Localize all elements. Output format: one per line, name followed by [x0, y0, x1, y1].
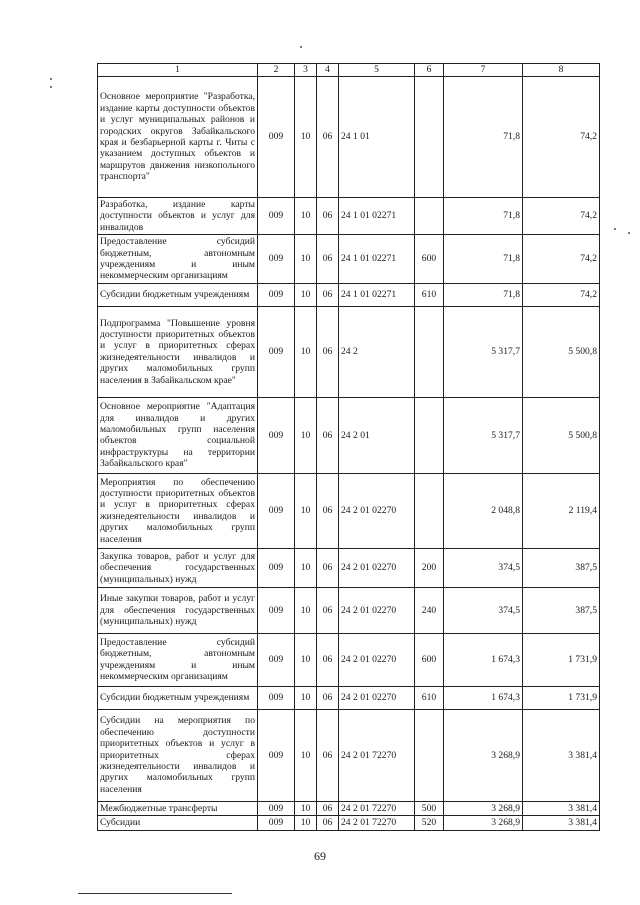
amount-year1-cell: 2 048,8	[444, 473, 523, 548]
ministry-code-cell: 009	[258, 397, 295, 473]
expense-type-cell: 240	[415, 587, 444, 633]
table-row	[98, 587, 600, 633]
expense-type-cell: 520	[415, 816, 444, 830]
table-row	[98, 709, 600, 801]
subsection-code-cell: 06	[317, 473, 339, 548]
table-row	[98, 473, 600, 548]
ministry-code-cell: 009	[258, 198, 295, 235]
column-header: 7	[444, 64, 523, 77]
expense-type-cell	[415, 77, 444, 198]
target-code-cell: 24 2 01 02270	[339, 587, 415, 633]
ministry-code-cell: 009	[258, 801, 295, 815]
amount-year1-cell: 71,8	[444, 283, 523, 306]
row-name-cell: Подпрограмма "Повышение уровня доступности приоритетных объектов и услуг в приоритетных сферах жизнедеятельности инвалидов и других маломобильных групп населения в Забайкальском крае"	[98, 306, 258, 397]
row-name-cell: Субсидии	[98, 816, 258, 830]
row-name-cell: Предоставление субсидий бюджетным, автономным учреждениям и иным некоммерческим организациям	[98, 633, 258, 686]
amount-year2-cell: 5 500,8	[523, 306, 600, 397]
target-code-cell: 24 1 01	[339, 77, 415, 198]
scan-speck	[628, 232, 630, 234]
table-row	[98, 633, 600, 686]
section-code-cell: 10	[295, 548, 317, 587]
ministry-code-cell: 009	[258, 306, 295, 397]
row-name-cell: Иные закупки товаров, работ и услуг для обеспечения государственных (муниципальных) нужд	[98, 587, 258, 633]
amount-year2-cell: 3 381,4	[523, 801, 600, 815]
amount-year1-cell: 374,5	[444, 548, 523, 587]
amount-year2-cell: 74,2	[523, 77, 600, 198]
amount-year1-cell: 71,8	[444, 77, 523, 198]
row-name-cell: Субсидии на мероприятия по обеспечению доступности приоритетных объектов и услуг в приоритетных сферах жизнедеятельности инвалидов и других маломобильных групп населения	[98, 709, 258, 801]
table-header-row	[98, 64, 600, 77]
table-row	[98, 397, 600, 473]
row-name-cell: Мероприятия по обеспечению доступности приоритетных объектов и услуг в приоритетных сферах жизнедеятельности инвалидов и других маломобильных групп населения	[98, 473, 258, 548]
target-code-cell: 24 2 01 02270	[339, 548, 415, 587]
expense-type-cell: 600	[415, 633, 444, 686]
scan-speck	[50, 86, 52, 88]
expense-type-cell: 610	[415, 283, 444, 306]
ministry-code-cell: 009	[258, 473, 295, 548]
budget-table	[97, 63, 600, 831]
expense-type-cell	[415, 397, 444, 473]
amount-year2-cell: 3 381,4	[523, 709, 600, 801]
subsection-code-cell: 06	[317, 306, 339, 397]
amount-year2-cell: 387,5	[523, 548, 600, 587]
expense-type-cell: 610	[415, 686, 444, 709]
amount-year1-cell: 5 317,7	[444, 397, 523, 473]
section-code-cell: 10	[295, 709, 317, 801]
row-name-cell: Закупка товаров, работ и услуг для обеспечения государственных (муниципальных) нужд	[98, 548, 258, 587]
expense-type-cell: 600	[415, 235, 444, 284]
section-code-cell: 10	[295, 235, 317, 284]
amount-year1-cell: 71,8	[444, 235, 523, 284]
footer-rule	[78, 893, 232, 894]
table-row	[98, 801, 600, 815]
target-code-cell: 24 1 01 02271	[339, 283, 415, 306]
table-row	[98, 816, 600, 830]
subsection-code-cell: 06	[317, 709, 339, 801]
column-header: 5	[339, 64, 415, 77]
subsection-code-cell: 06	[317, 587, 339, 633]
target-code-cell: 24 1 01 02271	[339, 235, 415, 284]
subsection-code-cell: 06	[317, 816, 339, 830]
table-row	[98, 548, 600, 587]
target-code-cell: 24 2 01 72270	[339, 816, 415, 830]
expense-type-cell	[415, 473, 444, 548]
ministry-code-cell: 009	[258, 633, 295, 686]
section-code-cell: 10	[295, 473, 317, 548]
target-code-cell: 24 2 01 72270	[339, 709, 415, 801]
table-row	[98, 686, 600, 709]
target-code-cell: 24 2 01 02270	[339, 473, 415, 548]
amount-year2-cell: 1 731,9	[523, 633, 600, 686]
target-code-cell: 24 2 01 02270	[339, 686, 415, 709]
ministry-code-cell: 009	[258, 77, 295, 198]
column-header: 8	[523, 64, 600, 77]
target-code-cell: 24 2 01 02270	[339, 633, 415, 686]
subsection-code-cell: 06	[317, 633, 339, 686]
amount-year2-cell: 387,5	[523, 587, 600, 633]
section-code-cell: 10	[295, 816, 317, 830]
ministry-code-cell: 009	[258, 235, 295, 284]
amount-year1-cell: 1 674,3	[444, 686, 523, 709]
table-row	[98, 306, 600, 397]
scan-speck	[614, 228, 616, 230]
table-row	[98, 198, 600, 235]
amount-year1-cell: 3 268,9	[444, 801, 523, 815]
section-code-cell: 10	[295, 283, 317, 306]
ministry-code-cell: 009	[258, 686, 295, 709]
column-header: 3	[295, 64, 317, 77]
expense-type-cell	[415, 198, 444, 235]
section-code-cell: 10	[295, 801, 317, 815]
ministry-code-cell: 009	[258, 548, 295, 587]
row-name-cell: Основное мероприятие "Адаптация для инвалидов и других маломобильных групп населения объектов социальной инфраструктуры на территории Забайкальского края"	[98, 397, 258, 473]
column-header: 1	[98, 64, 258, 77]
subsection-code-cell: 06	[317, 397, 339, 473]
ministry-code-cell: 009	[258, 709, 295, 801]
amount-year1-cell: 3 268,9	[444, 709, 523, 801]
amount-year2-cell: 5 500,8	[523, 397, 600, 473]
section-code-cell: 10	[295, 198, 317, 235]
column-header: 2	[258, 64, 295, 77]
row-name-cell: Субсидии бюджетным учреждениям	[98, 283, 258, 306]
section-code-cell: 10	[295, 633, 317, 686]
row-name-cell: Межбюджетные трансферты	[98, 801, 258, 815]
scan-speck	[300, 46, 302, 48]
amount-year1-cell: 374,5	[444, 587, 523, 633]
subsection-code-cell: 06	[317, 801, 339, 815]
expense-type-cell	[415, 709, 444, 801]
ministry-code-cell: 009	[258, 587, 295, 633]
column-header: 4	[317, 64, 339, 77]
page-number: 69	[314, 849, 326, 863]
section-code-cell: 10	[295, 686, 317, 709]
target-code-cell: 24 1 01 02271	[339, 198, 415, 235]
row-name-cell: Предоставление субсидий бюджетным, автономным учреждениям и иным некоммерческим организациям	[98, 235, 258, 284]
section-code-cell: 10	[295, 306, 317, 397]
amount-year2-cell: 74,2	[523, 198, 600, 235]
ministry-code-cell: 009	[258, 283, 295, 306]
table-row	[98, 235, 600, 284]
amount-year1-cell: 5 317,7	[444, 306, 523, 397]
subsection-code-cell: 06	[317, 686, 339, 709]
expense-type-cell: 200	[415, 548, 444, 587]
section-code-cell: 10	[295, 587, 317, 633]
column-header: 6	[415, 64, 444, 77]
amount-year2-cell: 2 119,4	[523, 473, 600, 548]
subsection-code-cell: 06	[317, 283, 339, 306]
amount-year1-cell: 71,8	[444, 198, 523, 235]
amount-year2-cell: 74,2	[523, 235, 600, 284]
section-code-cell: 10	[295, 397, 317, 473]
amount-year2-cell: 74,2	[523, 283, 600, 306]
subsection-code-cell: 06	[317, 198, 339, 235]
section-code-cell: 10	[295, 77, 317, 198]
subsection-code-cell: 06	[317, 548, 339, 587]
subsection-code-cell: 06	[317, 77, 339, 198]
target-code-cell: 24 2 01	[339, 397, 415, 473]
scan-speck	[50, 78, 52, 80]
table-row	[98, 283, 600, 306]
row-name-cell: Основное мероприятие "Разработка, издание карты доступности объектов и услуг муниципальных районов и городских округов Забайкальского края и безбарьерной карты г. Читы с указанием доступных объектов и маршрутов движения низкопольного транспорта"	[98, 77, 258, 198]
subsection-code-cell: 06	[317, 235, 339, 284]
amount-year2-cell: 1 731,9	[523, 686, 600, 709]
amount-year1-cell: 3 268,9	[444, 816, 523, 830]
amount-year2-cell: 3 381,4	[523, 816, 600, 830]
target-code-cell: 24 2 01 72270	[339, 801, 415, 815]
row-name-cell: Субсидии бюджетным учреждениям	[98, 686, 258, 709]
table-row	[98, 77, 600, 198]
ministry-code-cell: 009	[258, 816, 295, 830]
expense-type-cell	[415, 306, 444, 397]
amount-year1-cell: 1 674,3	[444, 633, 523, 686]
target-code-cell: 24 2	[339, 306, 415, 397]
expense-type-cell: 500	[415, 801, 444, 815]
row-name-cell: Разработка, издание карты доступности объектов и услуг для инвалидов	[98, 198, 258, 235]
